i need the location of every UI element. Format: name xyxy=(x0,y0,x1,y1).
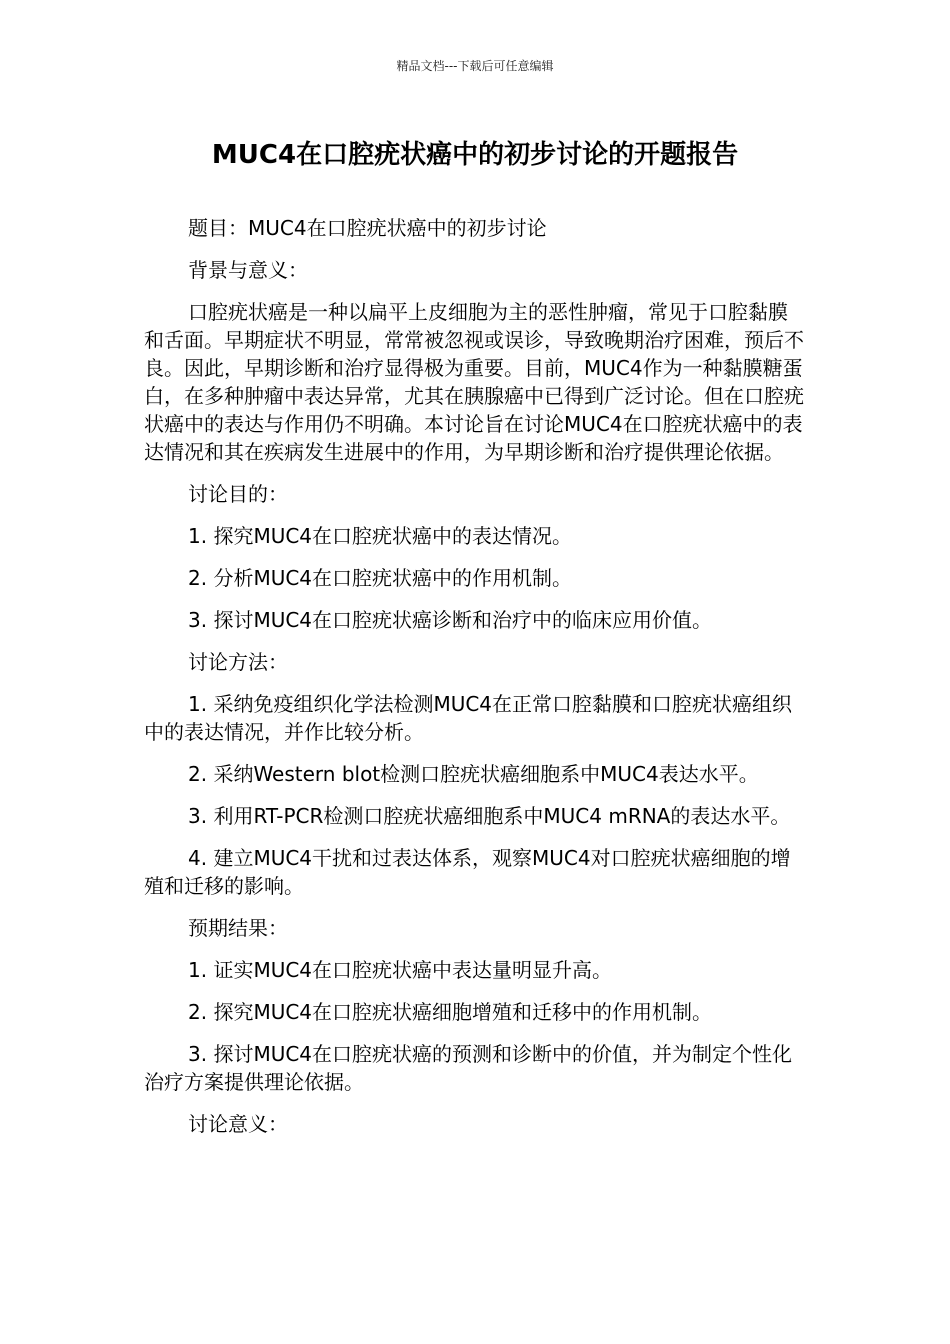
list-item-method-2: 2. 采纳Western blot检测口腔疣状癌细胞系中MUC4表达水平。 xyxy=(188,762,759,786)
heading-expected-results: 预期结果： xyxy=(188,916,288,940)
document-body xyxy=(144,214,806,1152)
list-item-method-3: 3. 利用RT-PCR检测口腔疣状癌细胞系中MUC4 mRNA的表达水平。 xyxy=(188,804,791,828)
heading-background: 背景与意义： xyxy=(188,258,308,282)
list-item-objective-3: 3. 探讨MUC4在口腔疣状癌诊断和治疗中的临床应用价值。 xyxy=(188,608,713,632)
list-item-result-3: 3. 探讨MUC4在口腔疣状癌的预测和诊断中的价值，并为制定个性化治疗方案提供理论依据。 xyxy=(144,1042,793,1094)
paragraph-background: 口腔疣状癌是一种以扁平上皮细胞为主的恶性肿瘤，常见于口腔黏膜和舌面。早期症状不明显，常常被忽视或误诊，导致晚期治疗困难，预后不良。因此，早期诊断和治疗显得极为重要。目前，MUC4作为一种黏膜糖蛋白，在多种肿瘤中表达异常，尤其在胰腺癌中已得到广泛讨论。但在口腔疣状癌中的表达与作用仍不明确。本讨论旨在讨论MUC4在口腔疣状癌中的表达情况和其在疾病发生进展中的作用，为早期诊断和治疗提供理论依据。 xyxy=(144,300,804,464)
heading-methods: 讨论方法： xyxy=(188,650,288,674)
heading-significance: 讨论意义： xyxy=(188,1112,288,1136)
paragraph-topic: 题目：MUC4在口腔疣状癌中的初步讨论 xyxy=(188,216,547,240)
list-item-objective-1: 1. 探究MUC4在口腔疣状癌中的表达情况。 xyxy=(188,524,573,548)
list-item-result-1: 1. 证实MUC4在口腔疣状癌中表达量明显升高。 xyxy=(188,958,613,982)
list-item-method-1: 1. 采纳免疫组织化学法检测MUC4在正常口腔黏膜和口腔疣状癌组织中的表达情况，并作比较分析。 xyxy=(144,692,793,744)
list-item-method-4: 4. 建立MUC4干扰和过表达体系，观察MUC4对口腔疣状癌细胞的增殖和迁移的影响。 xyxy=(144,846,791,898)
heading-objectives: 讨论目的： xyxy=(188,482,288,506)
list-item-objective-2: 2. 分析MUC4在口腔疣状癌中的作用机制。 xyxy=(188,566,573,590)
list-item-result-2: 2. 探究MUC4在口腔疣状癌细胞增殖和迁移中的作用机制。 xyxy=(188,1000,713,1024)
document-title: MUC4在口腔疣状癌中的初步讨论的开题报告 xyxy=(211,140,739,170)
page-header: 精品文档---下载后可任意编辑 xyxy=(396,59,554,73)
